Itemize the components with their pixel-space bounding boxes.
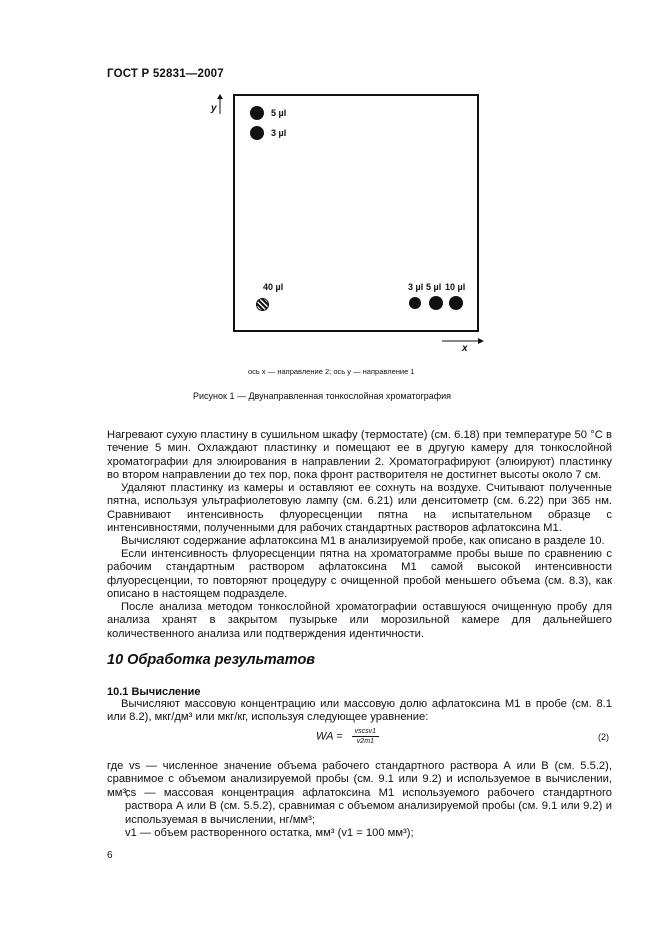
spot-bottom-5	[429, 296, 443, 310]
paragraph-1: Нагревают сухую пластину в сушильном шкафу (термостате) (см. 6.18) при температуре 50 °С в течение 5 мин. Охлаждают пластинку и помещают ее в другую камеру для тонкослойной хроматографии для элюирования в направлении 2. Хроматографируют (элюируют) пластинку во втором направлении до тех пор, пока фронт растворителя не достигнет высоты около 7 см.	[107, 429, 612, 481]
axis-note: ось x — направление 2; ось y — направление 1	[248, 367, 415, 376]
formula-numerator: vscsv1	[352, 728, 379, 737]
definition-vs: где vs — численное значение объема рабочего стандартного раствора А или В (см. 5.5.2), сравнимое с объемом анализируемой пробы (см. 9.1 или 9.2) и используемое в вычислении, мм³;	[107, 760, 612, 799]
paragraph-5: После анализа методом тонкослойной хроматографии оставшуюся очищенную пробу для анализа хранят в закрытом пузырьке или морозильной камере для дальнейшего количественного анализа или подтверждения идентичности.	[107, 601, 612, 640]
formula-denominator: v2m1	[356, 738, 374, 745]
spot-label-bottom-40: 40 µl	[263, 282, 284, 292]
tlc-plate	[233, 94, 479, 332]
calc-intro: Вычисляют массовую концентрацию или массовую долю афлатоксина М1 в пробе (см. 8.1 или 8.2), мкг/дм³ или мкг/кг, используя следующее уравнение:	[107, 698, 612, 724]
y-axis-arrow-icon	[216, 94, 224, 114]
x-axis-label: x	[462, 343, 468, 354]
figure-caption: Рисунок 1 — Двунаправленная тонкослойная хроматография	[193, 391, 452, 401]
definition-cs: cs — массовая концентрация афлатоксина М1 используемого рабочего стандартного раствора А или В (см. 5.5.2), сравнимая с объемом анализируемой пробы (см. 9.1 или 9.2) и используемая в вычислении, нг/мм³;	[125, 787, 612, 826]
spot-label-bottom-10: 10 µl	[445, 282, 466, 292]
spot-bottom-3	[409, 297, 421, 309]
spot-bottom-10	[449, 296, 463, 310]
formula-lhs: WA =	[316, 730, 343, 743]
definition-v1: v1 — объем растворенного остатка, мм³ (v1 = 100 мм³);	[125, 827, 414, 839]
document-header: ГОСТ Р 52831—2007	[107, 68, 224, 80]
section-title: 10 Обработка результатов	[107, 652, 316, 668]
formula	[316, 728, 379, 745]
spot-label-bottom-3: 3 µl	[408, 282, 424, 292]
spot-label-top-5: 5 µl	[271, 108, 287, 118]
spot-top-5	[250, 106, 264, 120]
spot-label-bottom-5: 5 µl	[426, 282, 442, 292]
page-number: 6	[107, 850, 113, 861]
spot-top-3	[250, 126, 264, 140]
paragraph-4: Если интенсивность флуоресценции пятна на хроматограмме пробы выше по сравнению с рабочим стандартным раствором афлатоксина М1 самой высокой интенсивности флуоресценции, то повторяют процедуру с очищенной пробой меньшего объема (см. 8.3), как описано в настоящем подразделе.	[107, 548, 612, 600]
paragraph-3: Вычисляют содержание афлатоксина М1 в анализируемой пробе, как описано в разделе 10.	[121, 535, 605, 547]
y-axis-label: y	[211, 103, 217, 114]
spot-label-top-3: 3 µl	[271, 128, 287, 138]
subsection-title: 10.1 Вычисление	[107, 686, 201, 698]
spot-bottom-40	[256, 298, 269, 311]
equation-number: (2)	[598, 732, 609, 742]
paragraph-2: Удаляют пластинку из камеры и оставляют ее сохнуть на воздухе. Считывают полученные пятна, используя ультрафиолетовую лампу (см. 6.21) или денситометр (см. 6.22) при 365 нм. Сравнивают интенсивность флуоресценции пятна на испытательном образце с интенсивностями, полученными для рабочих стандартных растворов афлатоксина М1.	[107, 482, 612, 534]
